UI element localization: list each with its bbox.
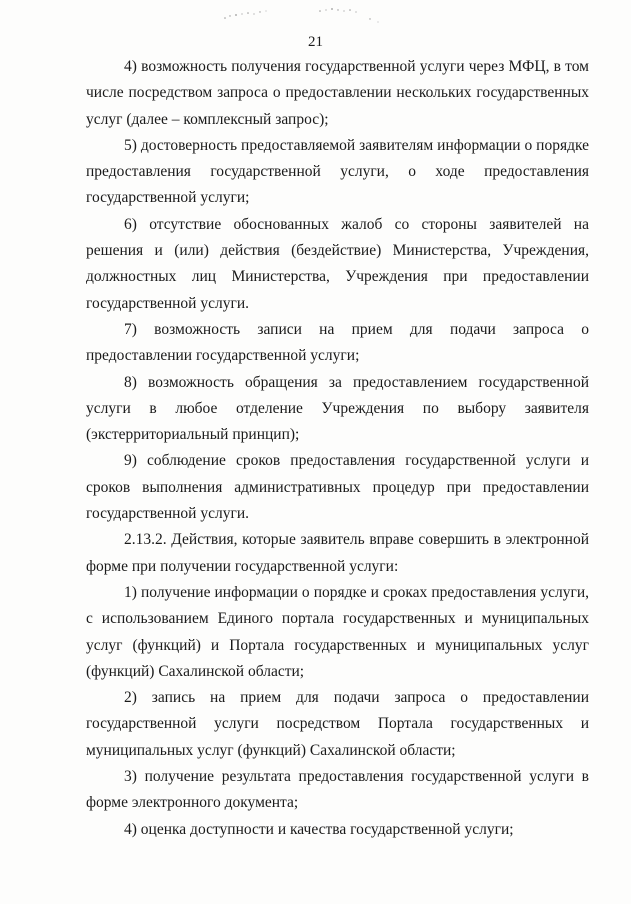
list-item: 9) соблюдение сроков предоставления государственной услуги и сроков выполнения административных процедур при предоставлении государственной услуги. (86, 452, 589, 523)
list-item: 7) возможность записи на прием для подачи запроса о предоставлении государственной услуги; (86, 320, 589, 365)
list-item: 6) отсутствие обоснованных жалоб со стороны заявителей на решения и (или) действия (бездействие) Министерства, Учреждения, должностных лиц Министерства, Учреждения при предоставлении государственной услуги. (86, 215, 589, 312)
list-item: 4) возможность получения государственной услуги через МФЦ, в том числе посредством запроса о предоставлении нескольких государственных услуг (далее – комплексный запрос); (86, 58, 589, 128)
list-item: 8) возможность обращения за предоставлением государственной услуги в любое отделение Учреждения по выбору заявителя (экстерриториальный принцип); (86, 373, 589, 444)
list-item: 1) получение информации о порядке и сроках предоставления услуги, с использованием Единого портала государственных и муниципальных услуг (функций) и Портала государственных и муниципальных услуг (функций) Сахалинской области; (86, 583, 589, 680)
scan-artifact (200, 2, 400, 30)
page-number: 21 (308, 34, 323, 50)
list-item: 2) запись на прием для подачи запроса о предоставлении государственной услуги посредством Портала государственных и муниципальных услуг (функций) Сахалинской области; (86, 689, 589, 759)
list-item: 5) достоверность предоставляемой заявителям информации о порядке предоставления государственной услуги, о ходе предоставления государственной услуги; (86, 136, 589, 207)
list-item: 3) получение результата предоставления государственной услуги в форме электронного документа; (86, 768, 589, 812)
section-heading-paragraph: 2.13.2. Действия, которые заявитель вправе совершить в электронной форме при получении государственной услуги: (86, 531, 589, 575)
document-body (86, 54, 589, 843)
list-item: 4) оценка доступности и качества государственной услуги; (124, 820, 514, 838)
